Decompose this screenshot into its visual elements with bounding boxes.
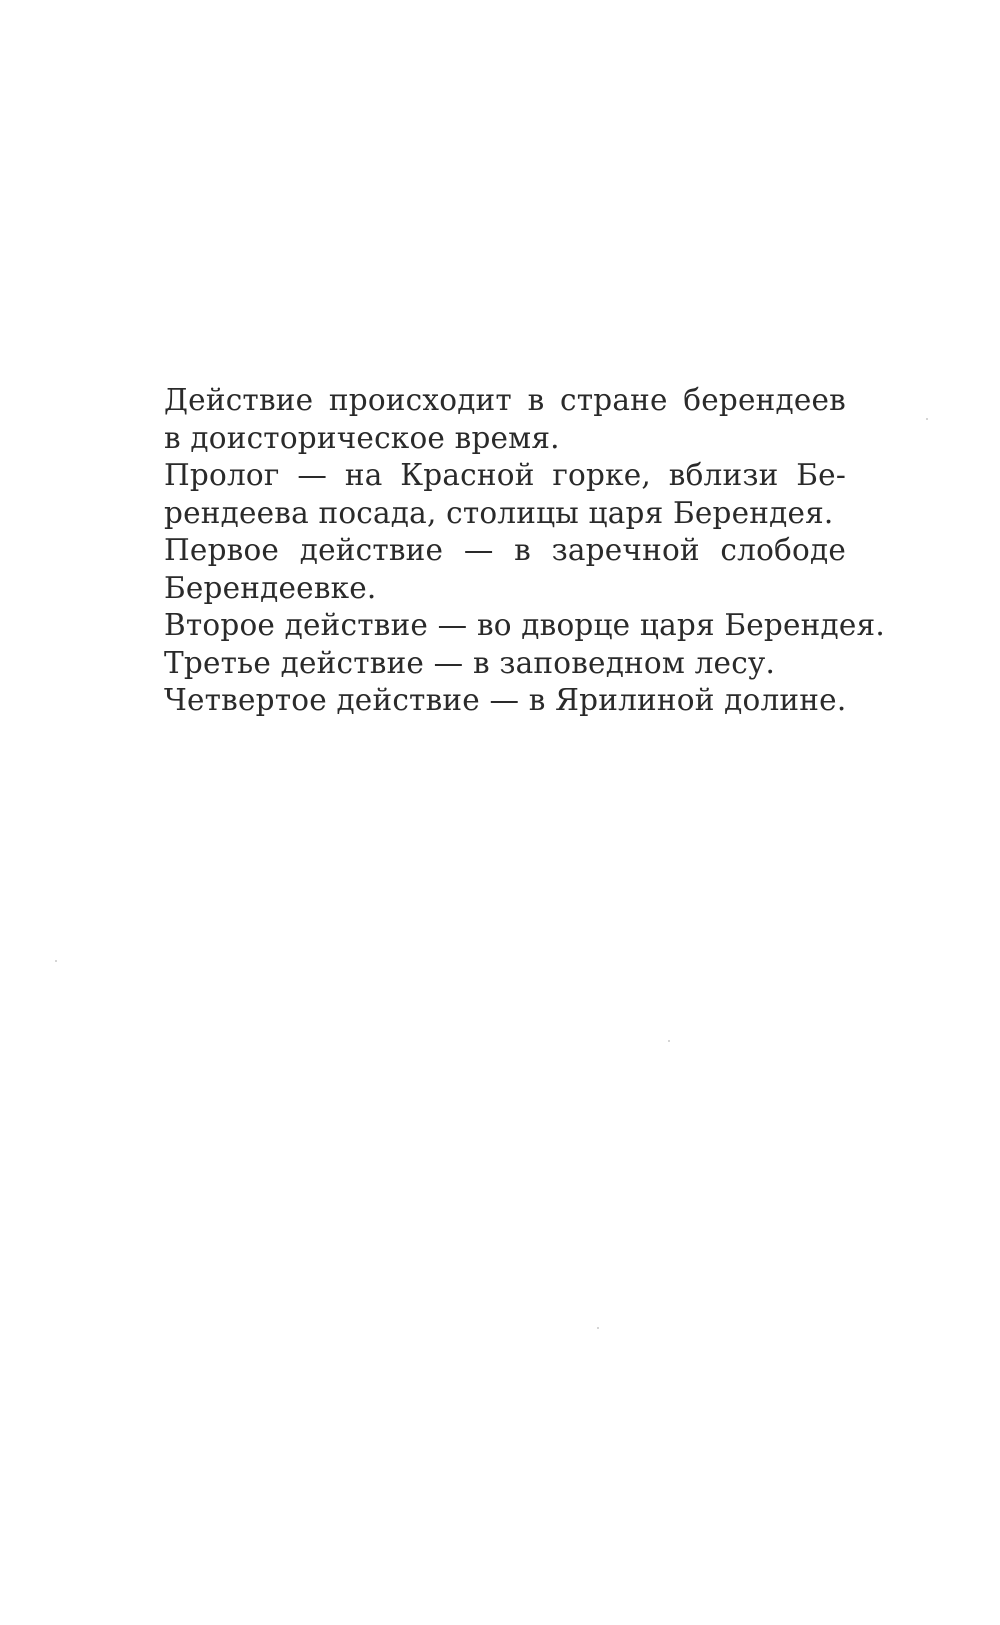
setting-line: Берендеевке.: [164, 570, 377, 605]
paper-speck: [597, 1327, 599, 1329]
setting-line: Первое действие — в заречной слободе: [164, 533, 846, 567]
paper-speck: [926, 418, 928, 420]
setting-line: рендеева посада, столицы царя Берендея.: [164, 495, 834, 530]
paper-speck: [55, 960, 57, 962]
setting-line: Третье действие — в заповедном лесу.: [164, 645, 776, 680]
paper-speck: [668, 1040, 670, 1042]
setting-description: [164, 382, 885, 720]
setting-line: Действие происходит в стране берендеев: [164, 383, 846, 417]
setting-line: Четвертое действие — в Ярилиной долине.: [164, 683, 847, 717]
setting-line: в доисторическое время.: [164, 420, 560, 455]
setting-line: Пролог — на Красной горке, вблизи Бе-: [164, 458, 846, 492]
setting-line: Второе действие — во дворце царя Берендея.: [164, 608, 885, 642]
